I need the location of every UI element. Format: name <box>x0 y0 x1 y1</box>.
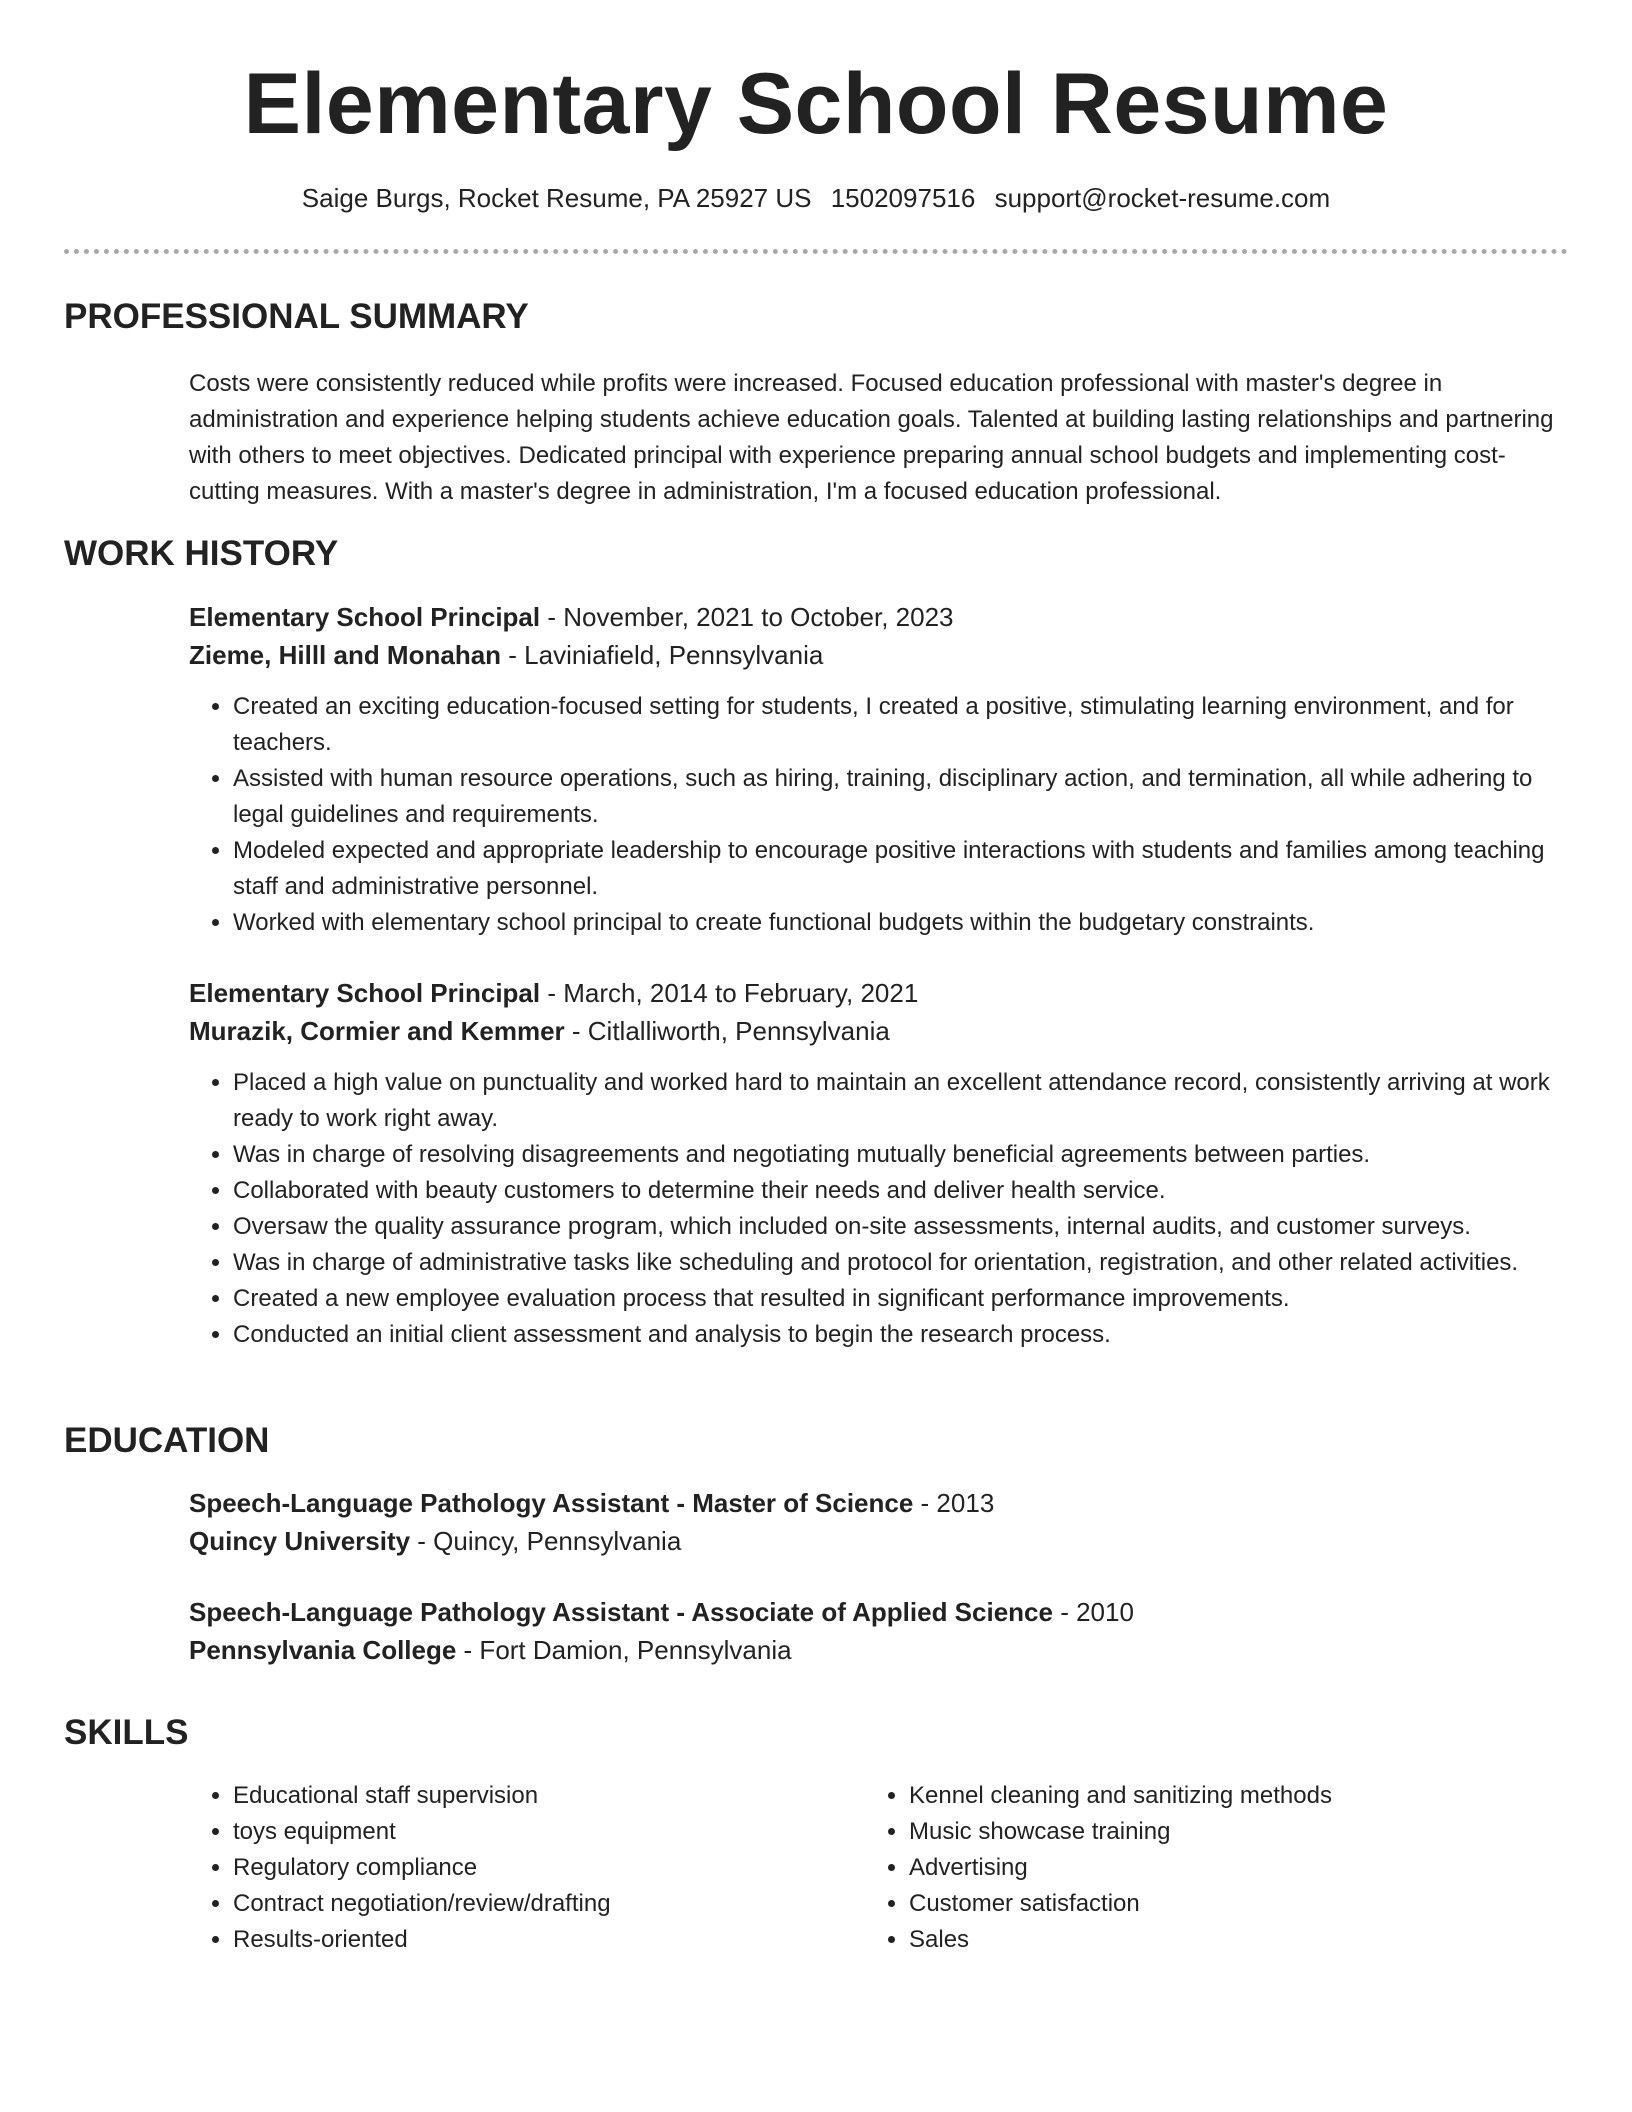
work-entry-2 <box>189 974 1569 1353</box>
work-company-line <box>189 636 1569 674</box>
work-company-line <box>189 1012 1569 1050</box>
work-bullets <box>189 689 1569 941</box>
list-item: • toys equipment <box>233 1814 849 1850</box>
skills-list-right <box>865 1778 1565 1958</box>
list-item: • Advertising <box>909 1850 1565 1886</box>
company-location: - Laviniafield, Pennsylvania <box>501 640 824 670</box>
education-entry-2 <box>189 1593 1569 1669</box>
skills-column-right <box>865 1778 1565 1958</box>
list-item: • Modeled expected and appropriate leadership to encourage positive interactions with students and families among teaching staff and administrative personnel. <box>233 833 1569 905</box>
work-role-line <box>189 974 1569 1012</box>
school-name: Pennsylvania College <box>189 1635 457 1665</box>
school-name: Quincy University <box>189 1526 411 1556</box>
degree-year: - 2010 <box>1052 1597 1134 1627</box>
degree-line <box>189 1484 1569 1522</box>
list-item: • Worked with elementary school principal to create functional budgets within the budgetary constraints. <box>233 905 1569 941</box>
contact-address: Saige Burgs, Rocket Resume, PA 25927 US <box>301 183 812 213</box>
summary-heading: PROFESSIONAL SUMMARY <box>64 297 529 336</box>
list-item: • Created an exciting education-focused setting for students, I created a positive, stimulating learning environment, and for teachers. <box>233 689 1569 761</box>
job-dates: - November, 2021 to October, 2023 <box>540 602 954 632</box>
degree-year: - 2013 <box>913 1488 995 1518</box>
list-item: • Assisted with human resource operations, such as hiring, training, disciplinary action, and termination, all while adhering to legal guidelines and requirements. <box>233 761 1569 833</box>
work-bullets <box>189 1065 1569 1353</box>
company-name: Murazik, Cormier and Kemmer <box>189 1016 565 1046</box>
work-history-heading: WORK HISTORY <box>64 534 339 573</box>
company-name: Zieme, Hilll and Monahan <box>189 640 502 670</box>
job-title: Elementary School Principal <box>189 978 541 1008</box>
education-entry-1 <box>189 1484 1569 1560</box>
work-entry-1 <box>189 598 1569 941</box>
list-item: • Collaborated with beauty customers to determine their needs and deliver health service. <box>233 1173 1569 1209</box>
education-heading: EDUCATION <box>64 1421 270 1460</box>
list-item: • Conducted an initial client assessment and analysis to begin the research process. <box>233 1317 1569 1353</box>
header-divider <box>64 249 1568 254</box>
list-item: • Regulatory compliance <box>233 1850 849 1886</box>
list-item: • Placed a high value on punctuality and worked hard to maintain an excellent attendance record, consistently arriving at work ready to work right away. <box>233 1065 1569 1137</box>
list-item: • Educational staff supervision <box>233 1778 849 1814</box>
school-line <box>189 1631 1569 1669</box>
work-role-line <box>189 598 1569 636</box>
company-location: - Citlalliworth, Pennsylvania <box>564 1016 890 1046</box>
degree-name: Speech-Language Pathology Assistant - Associate of Applied Science <box>189 1597 1053 1627</box>
school-location: - Fort Damion, Pennsylvania <box>456 1635 792 1665</box>
job-dates: - March, 2014 to February, 2021 <box>540 978 919 1008</box>
school-line <box>189 1522 1569 1560</box>
list-item: • Oversaw the quality assurance program, which included on-site assessments, internal audits, and customer surveys. <box>233 1209 1569 1245</box>
contact-email: support@rocket-resume.com <box>994 183 1331 213</box>
summary-text: Costs were consistently reduced while profits were increased. Focused education professional with master's degree in administration and experience helping students achieve education goals. Talented at building lasting relationships and partnering with others to meet objectives. Dedicated principal with experience preparing annual school budgets and implementing cost-cutting measures. With a master's degree in administration, I'm a focused education professional. <box>189 370 1554 505</box>
degree-line <box>189 1593 1569 1631</box>
list-item: • Was in charge of administrative tasks like scheduling and protocol for orientation, registration, and other related activities. <box>233 1245 1569 1281</box>
resume-title: Elementary School Resume <box>243 56 1389 152</box>
list-item: • Created a new employee evaluation process that resulted in significant performance improvements. <box>233 1281 1569 1317</box>
list-item: • Customer satisfaction <box>909 1886 1565 1922</box>
skills-list-left <box>189 1778 849 1958</box>
job-title: Elementary School Principal <box>189 602 541 632</box>
contact-line <box>0 180 1632 216</box>
degree-name: Speech-Language Pathology Assistant - Master of Science <box>189 1488 914 1518</box>
school-location: - Quincy, Pennsylvania <box>410 1526 682 1556</box>
skills-heading: SKILLS <box>64 1713 189 1752</box>
list-item: • Music showcase training <box>909 1814 1565 1850</box>
skills-column-left <box>189 1778 849 1958</box>
list-item: • Kennel cleaning and sanitizing methods <box>909 1778 1565 1814</box>
list-item: • Sales <box>909 1922 1565 1958</box>
list-item: • Was in charge of resolving disagreements and negotiating mutually beneficial agreements between parties. <box>233 1137 1569 1173</box>
list-item: • Results-oriented <box>233 1922 849 1958</box>
list-item: • Contract negotiation/review/drafting <box>233 1886 849 1922</box>
contact-phone: 1502097516 <box>830 183 976 213</box>
